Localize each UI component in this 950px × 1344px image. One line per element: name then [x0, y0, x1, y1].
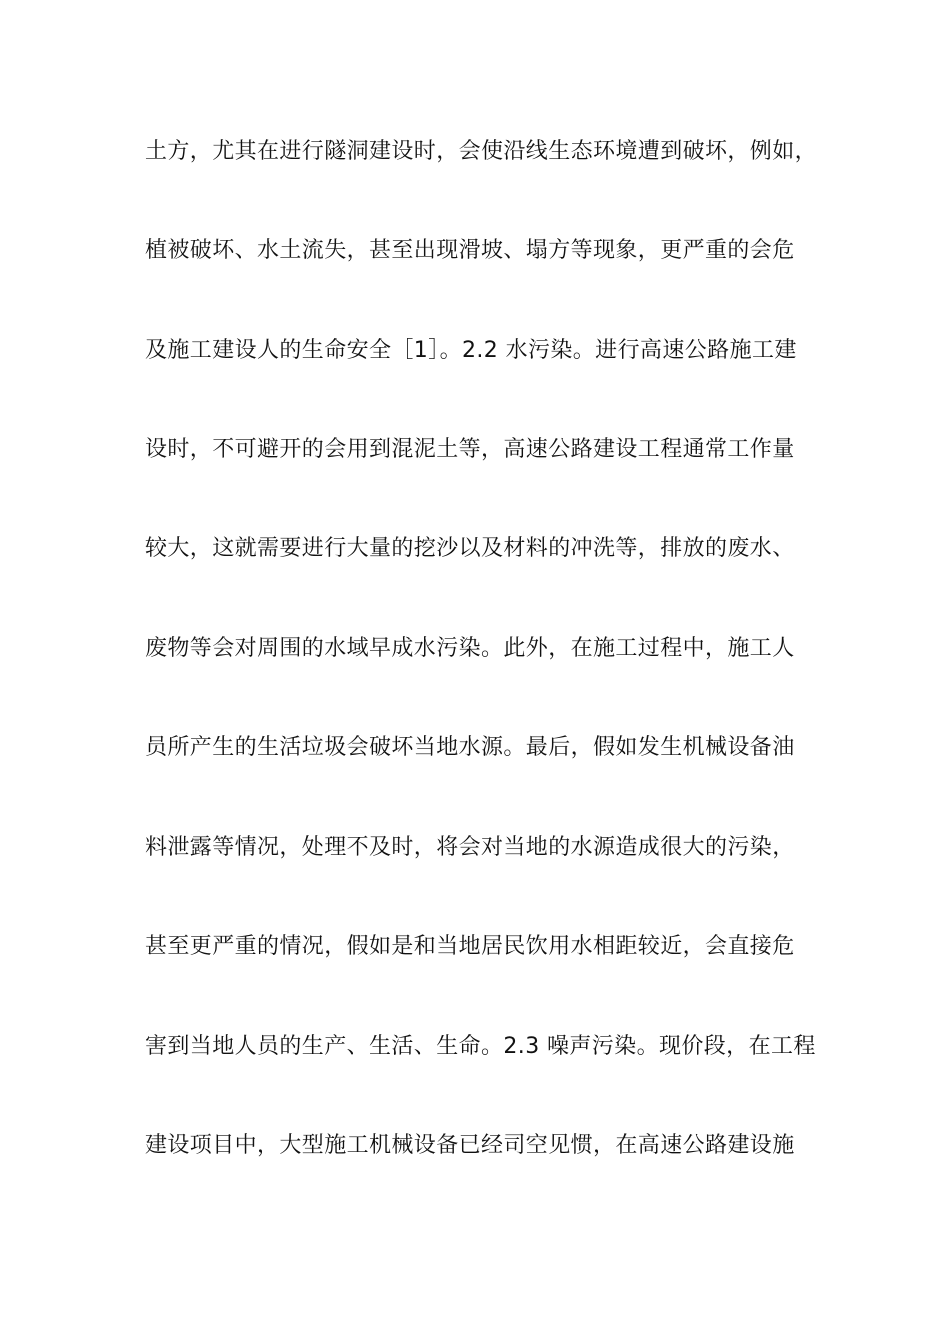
text-line-6: 废物等会对周围的水域早成水污染。此外，在施工过程中，施工人 [145, 636, 795, 661]
text-line-4: 设时，不可避开的会用到混泥土等，高速公路建设工程通常工作量 [145, 437, 795, 462]
text-line-3: 及施工建设人的生命安全［1］。2.2 水污染。进行高速公路施工建 [145, 338, 797, 363]
text-line-10: 害到当地人员的生产、生活、生命。2.3 噪声污染。现价段，在工程 [145, 1034, 816, 1059]
text-line-8: 料泄露等情况，处理不及时，将会对当地的水源造成很大的污染， [145, 835, 795, 860]
text-line-1: 土方，尤其在进行隧洞建设时，会使沿线生态环境遭到破坏，例如， [145, 139, 818, 164]
text-line-7: 员所产生的生活垃圾会破坏当地水源。最后，假如发生机械设备油 [145, 735, 795, 760]
text-line-9: 甚至更严重的情况，假如是和当地居民饮用水相距较近，会直接危 [145, 934, 795, 959]
text-line-11: 建设项目中，大型施工机械设备已经司空见惯，在高速公路建设施 [145, 1133, 795, 1158]
text-line-5: 较大，这就需要进行大量的挖沙以及材料的冲洗等，排放的废水、 [145, 536, 795, 561]
text-line-2: 植被破坏、水土流失，甚至出现滑坡、塌方等现象，更严重的会危 [145, 238, 795, 263]
